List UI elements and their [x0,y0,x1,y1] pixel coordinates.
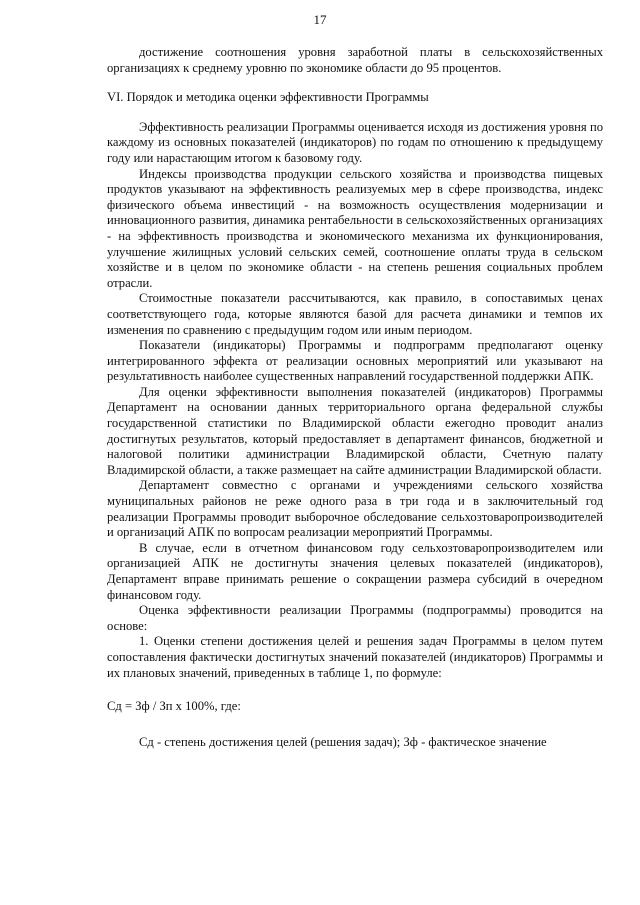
paragraph: Эффективность реализации Программы оценивается исходя из достижения уровня по каждому из основных показателей (индикаторов) по годам по отношению к предыдущему году или нарастающим итогом к базовому году. [107,119,603,165]
formula-legend-line: Сд - степень достижения целей (решения задач); Зф - фактическое значение [139,734,547,749]
paragraph: Индексы производства продукции сельского хозяйства и производства пищевых продуктов указывают на эффективность реализуемых мер в сфере производства, индекс физического объема инвестиций - на возможность осуществления модернизации и инновационного развития, динамика рентабельности в сельскохозяйственных организациях - на эффективность производства и экономического механизма их функционирования, улучшение жилищных условий сельских семей, соотношение оплаты труда в сельском хозяйстве и в целом по экономике области - на степень решения социальных проблем отрасли. [107,166,603,290]
paragraph: Показатели (индикаторы) Программы и подпрограмм предполагают оценку интегрированного эффекта от реализации основных мероприятий или указывают на результативность наиболее существенных направлений государственной поддержки АПК. [107,338,603,384]
paragraph: Департамент совместно с органами и учреждениями сельского хозяйства муниципальных районов не реже одного раза в три года и в заключительный год реализации Программы проводит выборочное обследование сельхозтоваропроизводителей и организаций АПК по вопросам реализации мероприятий Программы. [107,478,603,540]
paragraph: Оценка эффективности реализации Программы (подпрограммы) проводится на основе: [107,603,603,633]
page-number: 17 [313,12,327,27]
page-content [107,45,603,750]
intro-continuation: достижение соотношения уровня заработной платы в сельскохозяйственных организациях к среднему уровню по экономике области до 95 процентов. [107,45,603,75]
section-heading: VI. Порядок и методика оценки эффективности Программы [107,90,429,105]
paragraph: Стоимостные показатели рассчитываются, как правило, в сопоставимых ценах соответствующего года, которые являются базой для расчета динамики и темпов их изменения по сравнению с предыдущим годом или иным периодом. [107,291,603,337]
paragraph: Для оценки эффективности выполнения показателей (индикаторов) Программы Департамент на основании данных территориального органа федеральной службы государственной статистики по Владимирской области ежегодно проводит анализ достигнутых результатов, который предоставляет в департамент финансов, бюджетной и налоговой политики администрации Владимирской области, Счетную палату Владимирской области, а также размещает на сайте администрации Владимирской области. [107,384,603,477]
paragraph: В случае, если в отчетном финансовом году сельхозтоваропроизводителем или организацией АПК не достигнуты значения целевых показателей (индикаторов), Департамент вправе принимать решение о сокращении размера субсидий в очередном финансовом году. [107,540,603,602]
formula: Сд = Зф / Зп х 100%, где: [107,699,241,714]
paragraph: 1. Оценки степени достижения целей и решения задач Программы в целом путем сопоставления фактически достигнутых значений показателей (индикаторов) Программы и их плановых значений, приведенных в таблице 1, по формуле: [107,634,603,680]
